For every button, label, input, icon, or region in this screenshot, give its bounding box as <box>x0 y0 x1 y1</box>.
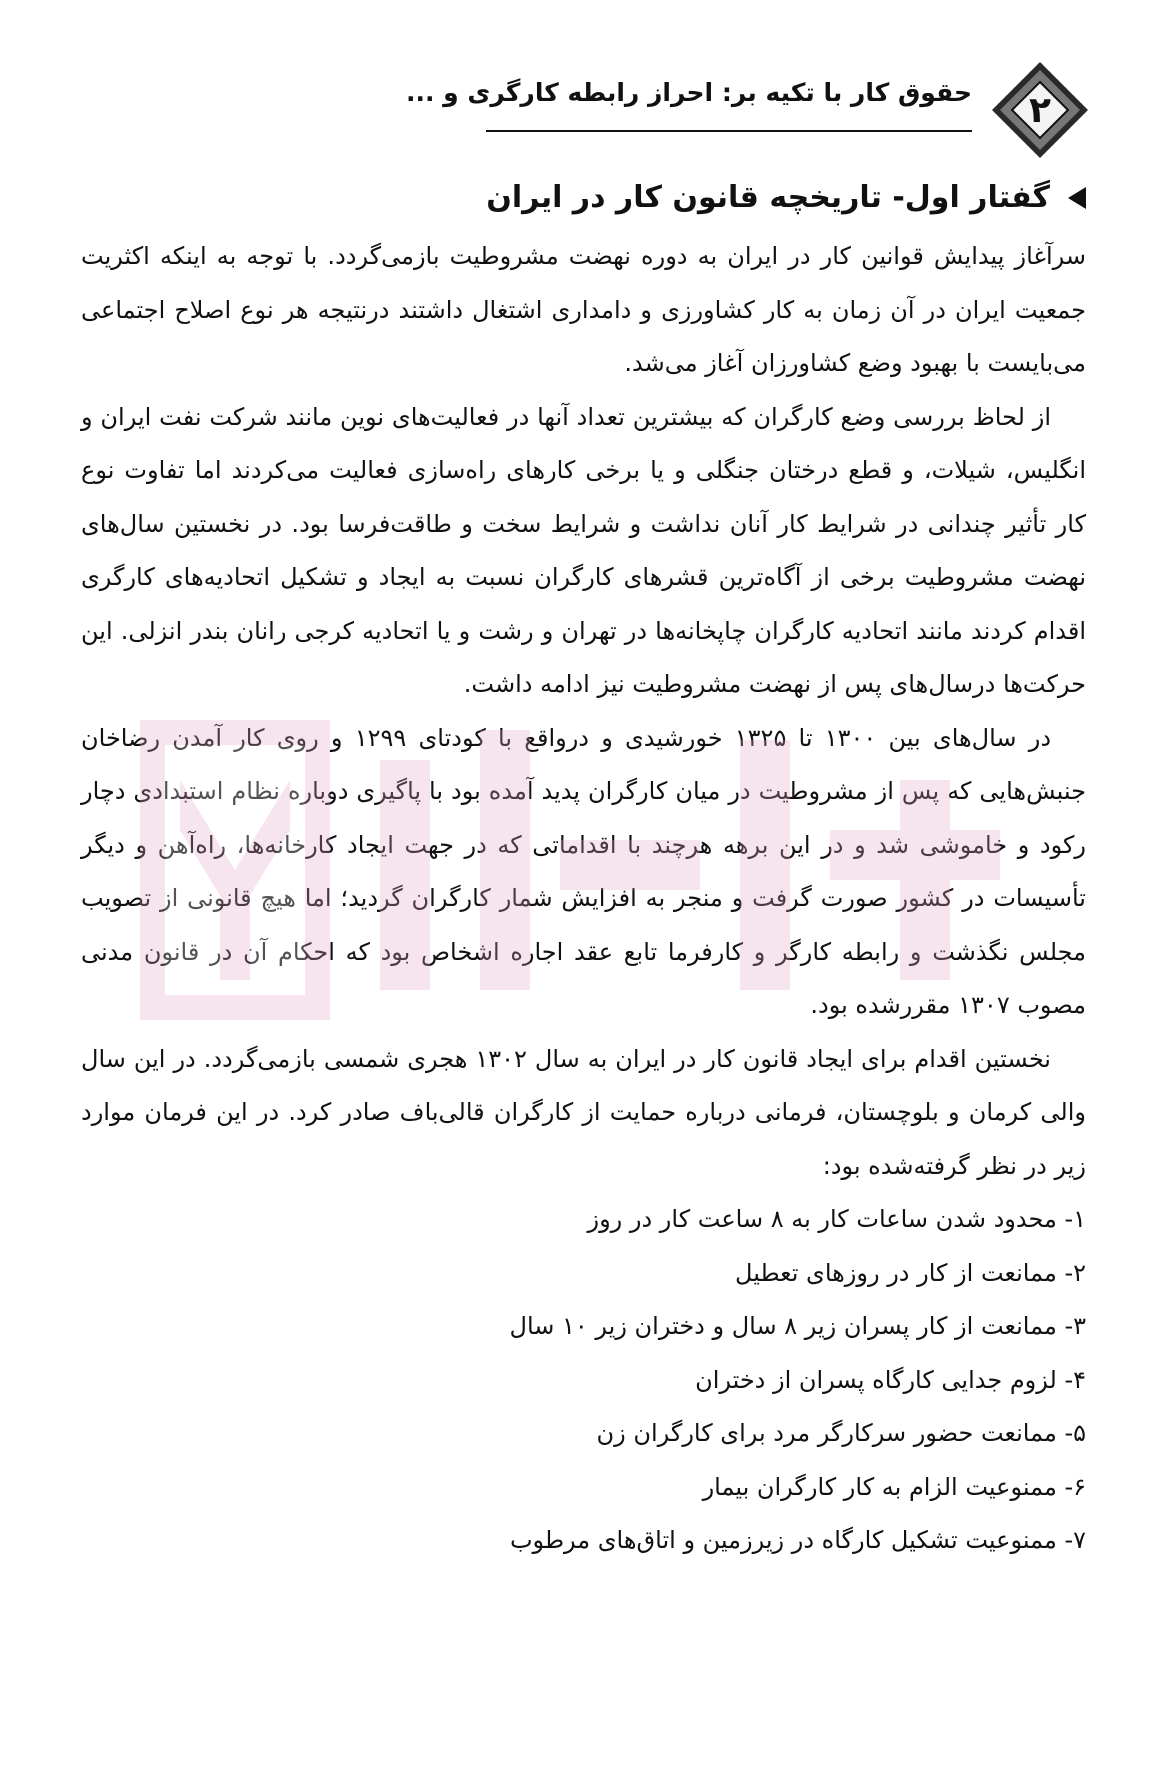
list-item: ۲- ممانعت از کار در روزهای تعطیل <box>735 1258 1086 1287</box>
triangle-pointer-icon <box>1068 187 1086 209</box>
provisions-list <box>81 1193 1086 1568</box>
header-title: حقوق کار با تکیه بر: احراز رابطه کارگری و ... <box>405 78 972 107</box>
list-item: ۶- ممنوعیت الزام به کار کارگران بیمار <box>702 1472 1086 1501</box>
page-number-badge <box>990 60 1090 160</box>
paragraph-1: سرآغاز پیدایش قوانین کار در ایران به دوره نهضت مشروطیت بازمی‌گردد. با توجه به اینکه اکثریت جمعیت ایران در آن زمان به کار کشاورزی و دامداری اشتغال داشتند درنتیجه هر نوع اصلاح اجتماعی می‌بایست با بهبود وضع کشاورزان آغاز می‌شد. <box>81 242 1086 377</box>
paragraph-2: از لحاظ بررسی وضع کارگران که بیشترین تعداد آنها در فعالیت‌های نوین مانند شرکت نفت ایران و انگلیس، شیلات، و قطع درختان جنگلی و یا برخی کارهای راه‌سازی فعالیت می‌کردند اما تفاوت نوع کار تأثیر چندانی در شرایط کار آنان نداشت و شرایط سخت و طاقت‌فرسا بود. در نخستین سال‌های نهضت مشروطیت برخی از آگاه‌ترین قشرهای کارگران نسبت به ایجاد و تشکیل اتحادیه‌های کارگری اقدام کردند مانند اتحادیه کارگران چاپخانه‌ها در تهران و رشت و یا اتحادیه کرجی رانان بندر انزلی. این حرکت‌ها درسال‌های پس از نهضت مشروطیت نیز ادامه داشت. <box>81 402 1086 698</box>
list-item: ۷- ممنوعیت تشکیل کارگاه در زیرزمین و اتاق‌های مرطوب <box>509 1526 1086 1554</box>
page-number: ۲ <box>1029 89 1051 131</box>
list-item: ۱- محدود شدن ساعات کار به ۸ ساعت کار در روز <box>587 1205 1086 1233</box>
paragraph-3: در سال‌های بین ۱۳۰۰ تا ۱۳۲۵ خورشیدی و درواقع با کودتای ۱۲۹۹ و روی کار آمدن رضاخان جنبش‌هایی که پس از مشروطیت در میان کارگران پدید آمده بود با پاگیری دوباره نظام استبدادی دچار رکود و خاموشی شد و در این برهه هرچند با اقداماتی که در جهت ایجاد کارخانه‌ها، راه‌آهن و دیگر تأسیسات در کشور صورت گرفت و منجر به افزایش شمار کارگران گردید؛ اما هیچ قانونی از تصویب مجلس نگذشت و رابطه کارگر و کارفرما تابع عقد اجاره اشخاص بود که احکام آن در قانون مدنی مصوب ۱۳۰۷ مقررشده بود. <box>81 723 1086 1019</box>
list-item: ۳- ممانعت از کار پسران زیر ۸ سال و دختران زیر ۱۰ سال <box>509 1312 1086 1340</box>
body-text <box>81 230 1086 1568</box>
list-item: ۵- ممانعت حضور سرکارگر مرد برای کارگران زن <box>596 1419 1086 1447</box>
section-heading-text: گفتار اول- تاریخچه قانون کار در ایران <box>486 180 1050 215</box>
running-header <box>405 60 1090 140</box>
header-rule <box>486 130 972 132</box>
section-heading <box>486 180 1086 215</box>
list-item: ۴- لزوم جدایی کارگاه پسران از دختران <box>695 1365 1086 1394</box>
paragraph-4: نخستین اقدام برای ایجاد قانون کار در ایران به سال ۱۳۰۲ هجری شمسی بازمی‌گردد. در این سال والی کرمان و بلوچستان، فرمانی درباره حمایت از کارگران قالی‌باف صادر کرد. در این فرمان موارد زیر در نظر گرفته‌شده بود: <box>81 1044 1086 1180</box>
